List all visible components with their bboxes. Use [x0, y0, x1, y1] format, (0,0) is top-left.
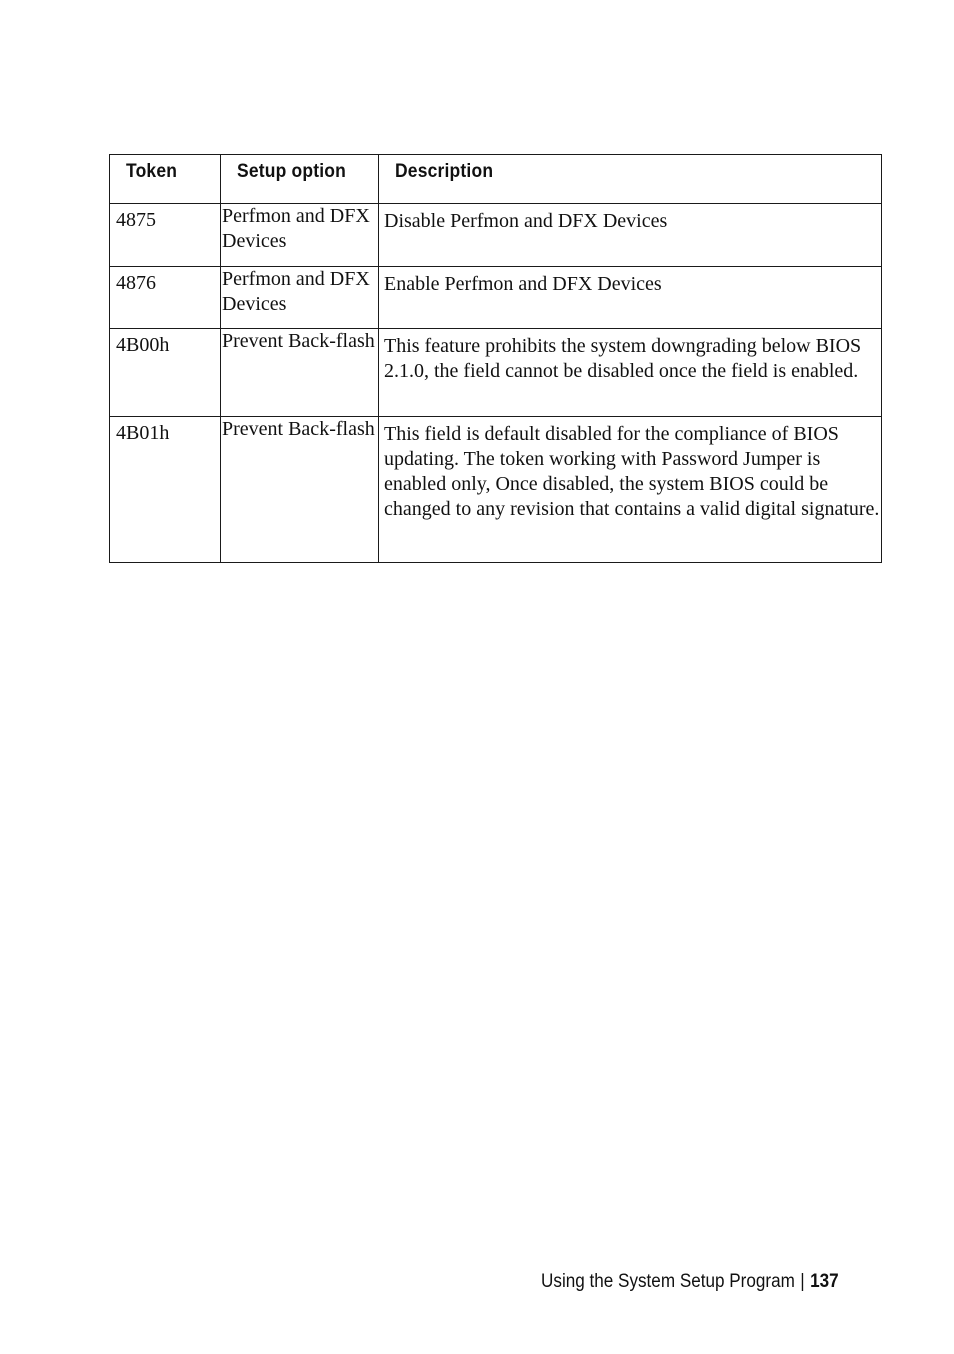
- header-token: Token: [110, 155, 221, 204]
- setup-option-cell: Perfmon and DFX Devices: [221, 267, 379, 329]
- page-footer: [508, 1271, 839, 1293]
- token-cell: 4875: [110, 204, 221, 267]
- description-cell: This field is default disabled for the compliance of BIOS updating. The token working with Password Jumper is enabled only, Once disabled, the system BIOS could be changed to any revision that contains a valid digital signature.: [379, 417, 882, 563]
- header-description: Description: [379, 155, 882, 204]
- description-cell: Disable Perfmon and DFX Devices: [379, 204, 882, 267]
- table-row: [110, 204, 882, 267]
- table-row: [110, 417, 882, 563]
- page-number: 137: [810, 1271, 839, 1292]
- footer-section-title: Using the System Setup Program: [541, 1271, 796, 1292]
- header-setup-option: Setup option: [221, 155, 379, 204]
- setup-option-cell: Prevent Back-flash: [221, 329, 379, 417]
- footer-separator: |: [800, 1271, 806, 1292]
- setup-option-cell: Perfmon and DFX Devices: [221, 204, 379, 267]
- description-cell: Enable Perfmon and DFX Devices: [379, 267, 882, 329]
- token-cell: 4B01h: [110, 417, 221, 563]
- bios-token-table: [109, 154, 882, 563]
- token-cell: 4B00h: [110, 329, 221, 417]
- setup-option-cell: Prevent Back-flash: [221, 417, 379, 563]
- table-row: [110, 267, 882, 329]
- table-row: [110, 329, 882, 417]
- table-header-row: [110, 155, 882, 204]
- description-cell: This feature prohibits the system downgrading below BIOS 2.1.0, the field cannot be disabled once the field is enabled.: [379, 329, 882, 417]
- token-cell: 4876: [110, 267, 221, 329]
